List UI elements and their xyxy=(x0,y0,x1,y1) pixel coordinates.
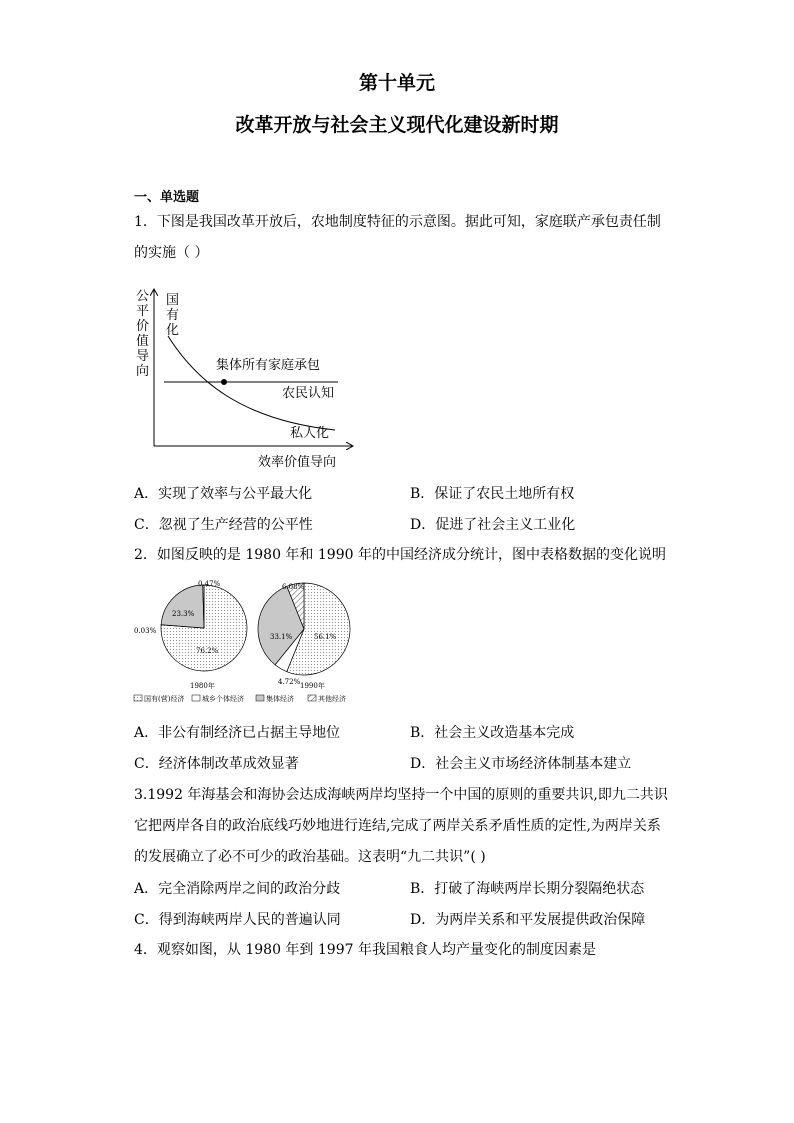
pie1-year: 1980年 xyxy=(190,682,215,690)
pie1-label-collective: 23.3% xyxy=(172,610,195,618)
curve-end-label: 私人化 xyxy=(290,426,330,441)
legend-label-state: 国有(营)经济 xyxy=(144,695,185,703)
legend-swatch-collective xyxy=(256,695,264,701)
line-label: 农民认知 xyxy=(282,386,335,401)
pie1-label-other: 0.47% xyxy=(198,580,221,588)
y-axis-char: 公 xyxy=(136,289,150,304)
pie1-label-state: 76.2% xyxy=(196,647,219,655)
section-heading: 一、单选题 xyxy=(134,190,200,205)
q3-option-a[interactable]: A．完全消除两岸之间的政治分歧 xyxy=(134,881,341,897)
q2-option-c[interactable]: C．经济体制改革成效显著 xyxy=(134,756,299,772)
q2-pie-figure xyxy=(130,576,378,708)
page-title: 改革开放与社会主义现代化建设新时期 xyxy=(235,114,559,136)
q2-option-a[interactable]: A．非公有制经济已占据主导地位 xyxy=(134,725,341,741)
unit-title: 第十单元 xyxy=(358,72,435,94)
q2-stem-line1: 2．如图反映的是 1980 年和 1990 年的中国经济成分统计，图中表格数据的变化说明 xyxy=(134,547,666,563)
q1-option-a[interactable]: A．实现了效率与公平最大化 xyxy=(134,486,313,502)
pie1-label-individual: 0.03% xyxy=(134,627,157,635)
q3-stem-line2: 它把两岸各自的政治底线巧妙地进行连结,完成了两岸关系矛盾性质的定性,为两岸关系 xyxy=(134,818,661,834)
q1-figure xyxy=(130,284,360,474)
legend-label-collective: 集体经济 xyxy=(266,695,294,703)
pie2-label-collective: 33.1% xyxy=(270,633,293,641)
curve-top-char: 有 xyxy=(166,308,180,323)
q1-option-b[interactable]: B．保证了农民土地所有权 xyxy=(410,486,575,502)
q2-option-b[interactable]: B．社会主义改造基本完成 xyxy=(410,725,575,741)
pie2-label-state: 56.1% xyxy=(314,633,337,641)
q1-stem-line2: 的实施（ ） xyxy=(134,245,209,261)
pie2-label-individual: 4.72% xyxy=(278,678,301,686)
q3-option-c[interactable]: C．得到海峡两岸人民的普遍认同 xyxy=(134,912,341,928)
legend-swatch-individual xyxy=(192,695,200,701)
x-axis-label: 效率价值导向 xyxy=(258,455,337,470)
curve-top-char: 国 xyxy=(166,293,180,308)
y-axis-char: 平 xyxy=(136,304,150,319)
q1-option-c[interactable]: C．忽视了生产经营的公平性 xyxy=(134,517,313,533)
q4-stem-line1: 4．观察如图，从 1980 年到 1997 年我国粮食人均产量变化的制度因素是 xyxy=(134,942,596,958)
y-axis-char: 价 xyxy=(136,319,150,334)
legend-swatch-state xyxy=(134,695,142,701)
pie2-year: 1990年 xyxy=(300,682,325,690)
point-label: 集体所有家庭承包 xyxy=(216,358,321,373)
q1-stem-line1: 1．下图是我国改革开放后，农地制度特征的示意图。据此可知，家庭联产承包责任制 xyxy=(134,214,661,230)
q3-option-d[interactable]: D．为两岸关系和平发展提供政治保障 xyxy=(410,912,646,928)
q1-option-d[interactable]: D．促进了社会主义工业化 xyxy=(410,517,576,533)
y-axis-char: 值 xyxy=(136,334,150,349)
intersection-point xyxy=(221,379,227,385)
q2-option-d[interactable]: D．社会主义市场经济体制基本建立 xyxy=(410,756,632,772)
legend-swatch-other xyxy=(308,695,316,701)
pie2-label-other: 6.08% xyxy=(282,583,305,591)
q3-stem-line1: 3.1992 年海基会和海协会达成海峡两岸均坚持一个中国的原则的重要共识,即九二共识 xyxy=(134,787,668,803)
value-curve xyxy=(168,336,335,430)
legend-label-individual: 城乡个体经济 xyxy=(202,695,244,703)
pie1-slice-collective xyxy=(161,585,204,628)
q3-stem-line3: 的发展确立了必不可少的政治基础。这表明“九二共识”( ) xyxy=(134,849,486,865)
q3-option-b[interactable]: B．打破了海峡两岸长期分裂隔绝状态 xyxy=(410,881,645,897)
curve-top-char: 化 xyxy=(166,323,180,338)
y-axis-char: 导 xyxy=(136,349,150,364)
legend-label-other: 其他经济 xyxy=(318,695,346,703)
y-axis-char: 向 xyxy=(136,364,150,379)
